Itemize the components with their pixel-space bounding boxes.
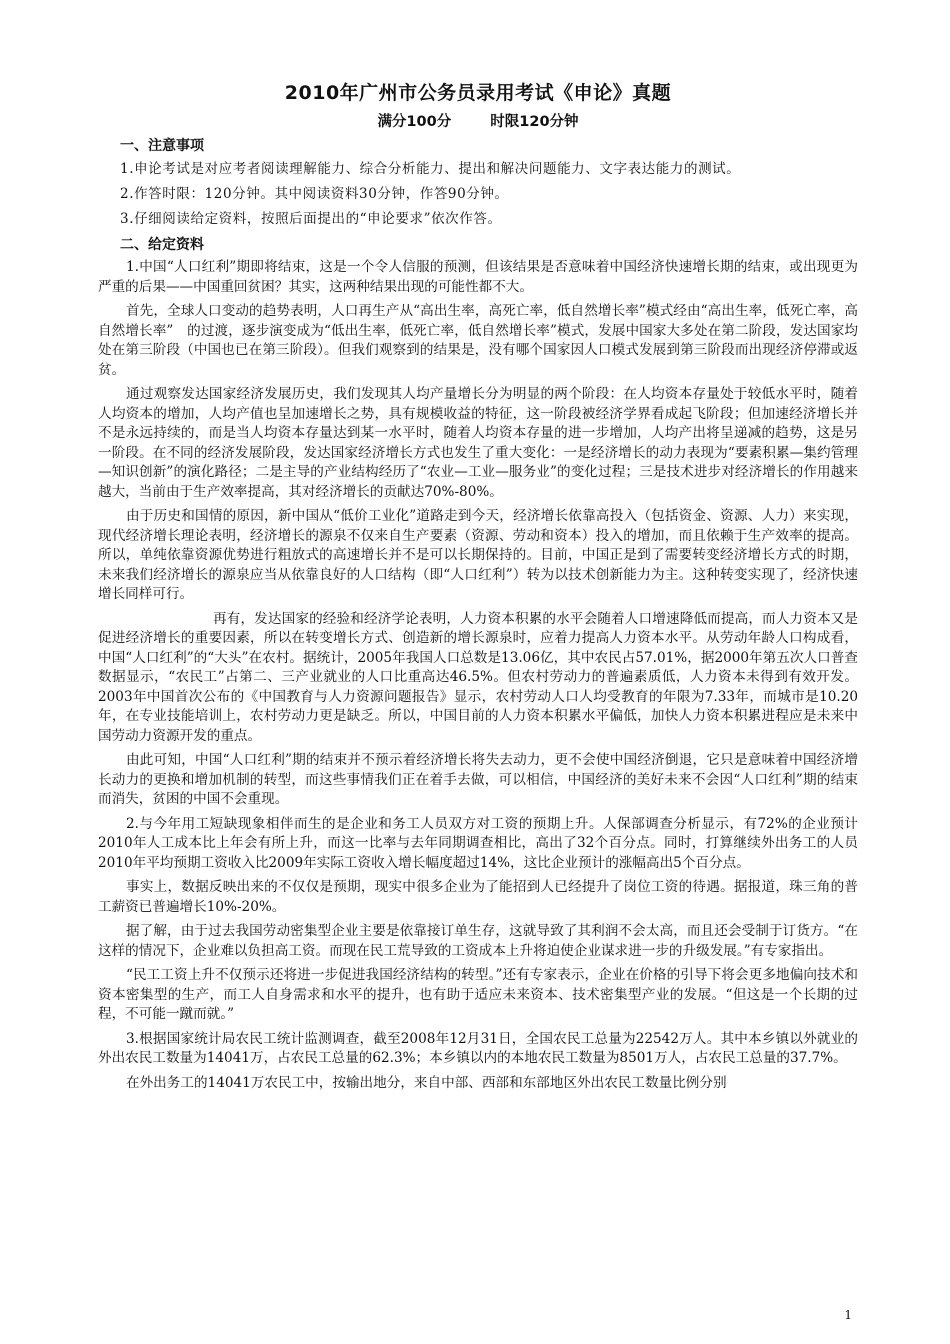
section-heading-notes: 一、注意事项: [120, 138, 204, 154]
note-item: 1.申论考试是对应考者阅读理解能力、综合分析能力、提出和解决问题能力、文字表达能力的测试。: [120, 161, 741, 177]
material-paragraph: 3.根据国家统计局农民工统计监测调查，截至2008年12月31日，全国农民工总量为22542万人。其中本乡镇以外就业的外出农民工数量为14041万，占农民工总量的62.3%；本乡镇以内的本地农民工数量为8501万人，占农民工总量的37.7%。: [98, 1030, 858, 1066]
material-paragraph: 通过观察发达国家经济发展历史，我们发现其人均产量增长分为明显的两个阶段：在人均资本存量处于较低水平时，随着人均资本的增加，人均产值也呈加速增长之势，具有规模收益的特征，这一阶段被经济学界看成起飞阶段；但加速经济增长并不是永远持续的，而是当人均资本存量达到某一水平时，随着人均资本存量的进一步增加，人均产出将呈递减的趋势，这是另一阶段。在不同的经济发展阶段，发达国家经济增长方式也发生了重大变化：一是经济增长的动力表现为“要素积累—集约管理—知识创新”的演化路径；二是主导的产业结构经历了“农业—工业—服务业”的变化过程；三是技术进步对经济增长的作用越来越大，当前由于生产效率提高，其对经济增长的贡献达70%-80%。: [98, 386, 858, 500]
page-title: 2010年广州市公务员录用考试《申论》真题: [284, 82, 672, 104]
note-item: 2.作答时限：120分钟。其中阅读资料30分钟，作答90分钟。: [120, 186, 509, 202]
note-item: 3.仔细阅读给定资料，按照后面提出的“申论要求”依次作答。: [120, 211, 502, 227]
time-limit-label: 时限120分钟: [490, 114, 579, 130]
material-paragraph: 由于历史和国情的原因，新中国从“低价工业化”道路走到今天，经济增长依靠高投入（包括资金、资源、人力）来实现，现代经济增长理论表明，经济增长的源泉不仅来自生产要素（资源、劳动和资本）投入的增加，而且依赖于生产效率的提高。所以，单纯依靠资源优势进行粗放式的高速增长并不是可以长期保持的。目前，中国正是到了需要转变经济增长方式的时期，未来我们经济增长的源泉应当从依靠良好的人口结构（即“人口红利”）转为以技术创新能力为主。这种转变实现了，经济快速增长同样可行。: [98, 508, 858, 602]
material-paragraph: 由此可知，中国“人口红利”期的结束并不预示着经济增长将失去动力，更不会使中国经济倒退，它只是意味着中国经济增长动力的更换和增加机制的转型，而这些事情我们正在着手去做，可以相信，中国经济的美好未来不会因“人口红利”期的结束而消失，贫困的中国不会重现。: [98, 752, 858, 807]
exam-info: [98, 110, 858, 131]
material-paragraph: 事实上，数据反映出来的不仅仅是预期，现实中很多企业为了能招到人已经提升了岗位工资的待遇。据报道，珠三角的普工薪资已普遍增长10%-20%。: [98, 879, 858, 915]
section-heading-materials: 二、给定资料: [120, 237, 204, 253]
document-page: [98, 78, 858, 1098]
material-paragraph: 2.与今年用工短缺现象相伴而生的是企业和务工人员双方对工资的预期上升。人保部调查分析显示，有72%的企业预计2010年人工成本比上年会有所上升，而这一比率与去年同期调查相比，高出了32个百分点。同时，打算继续外出务工的人员2010年平均预期工资收入比2009年实际工资收入增长幅度超过14%，这比企业预计的涨幅高出5个百分点。: [98, 815, 858, 871]
score-label: 满分100分: [377, 114, 452, 130]
material-paragraph: 1.中国“人口红利”期即将结束，这是一个令人信服的预测，但该结果是否意味着中国经济快速增长期的结束，或出现更为严重的后果——中国重回贫困？其实，这两种结果出现的可能性都不大。: [98, 259, 858, 295]
material-paragraph: 首先，全球人口变动的趋势表明，人口再生产从“高出生率，高死亡率，低自然增长率”模式经由“高出生率，低死亡率，高自然增长率” 的过渡，逐步演变成为“低出生率，低死亡率，低自然增长率”模式，发展中国家大多处在第二阶段，发达国家均处在第三阶段（中国也已在第三阶段）。但我们观察到的结果是，没有哪个国家因人口模式发展到第三阶段而出现经济停滞或返贫。: [98, 303, 858, 378]
material-paragraph: “民工工资上升不仅预示还将进一步促进我国经济结构的转型。”还有专家表示，企业在价格的引导下将会更多地偏向技术和资本密集型的生产，而工人自身需求和水平的提升，也有助于适应未来资本、技术密集型产业的发展。“但这是一个长期的过程，不可能一蹴而就。”: [98, 967, 858, 1022]
material-paragraph: 在外出务工的14041万农民工中，按输出地分，来自中部、西部和东部地区外出农民工数量比例分别: [126, 1074, 727, 1091]
page-number: 1: [844, 1308, 852, 1322]
material-paragraph: 据了解，由于过去我国劳动密集型企业主要是依靠接订单生存，这就导致了其利润不会太高，而且还会受制于订货方。“在这样的情况下，企业难以负担高工资。而现在民工荒导致的工资成本上升将迫使企业谋求进一步的升级发展。”有专家指出。: [98, 923, 858, 959]
material-paragraph: 再有，发达国家的经验和经济学论表明，人力资本积累的水平会随着人口增速降低而提高，而人力资本又是促进经济增长的重要因素，所以在转变增长方式、创造新的增长源泉时，应着力提高人力资本水平。从劳动年龄人口构成看，中国“人口红利”的“大头”在农村。据统计，2005年我国人口总数是13.06亿，其中农民占57.01%，据2000年第五次人口普查数据显示，“农民工”占第二、三产业就业的人口比重高达46.5%。但农村劳动力的普遍素质低，人力资本未得到有效开发。2003年中国首次公布的《中国教育与人力资源问题报告》显示，农村劳动人口人均受教育的年限为7.33年，而城市是10.20年，在专业技能培训上，农村劳动力更是缺乏。所以，中国目前的人力资本积累水平偏低，加快人力资本积累进程应是未来中国劳动力资源开发的重点。: [98, 610, 858, 744]
